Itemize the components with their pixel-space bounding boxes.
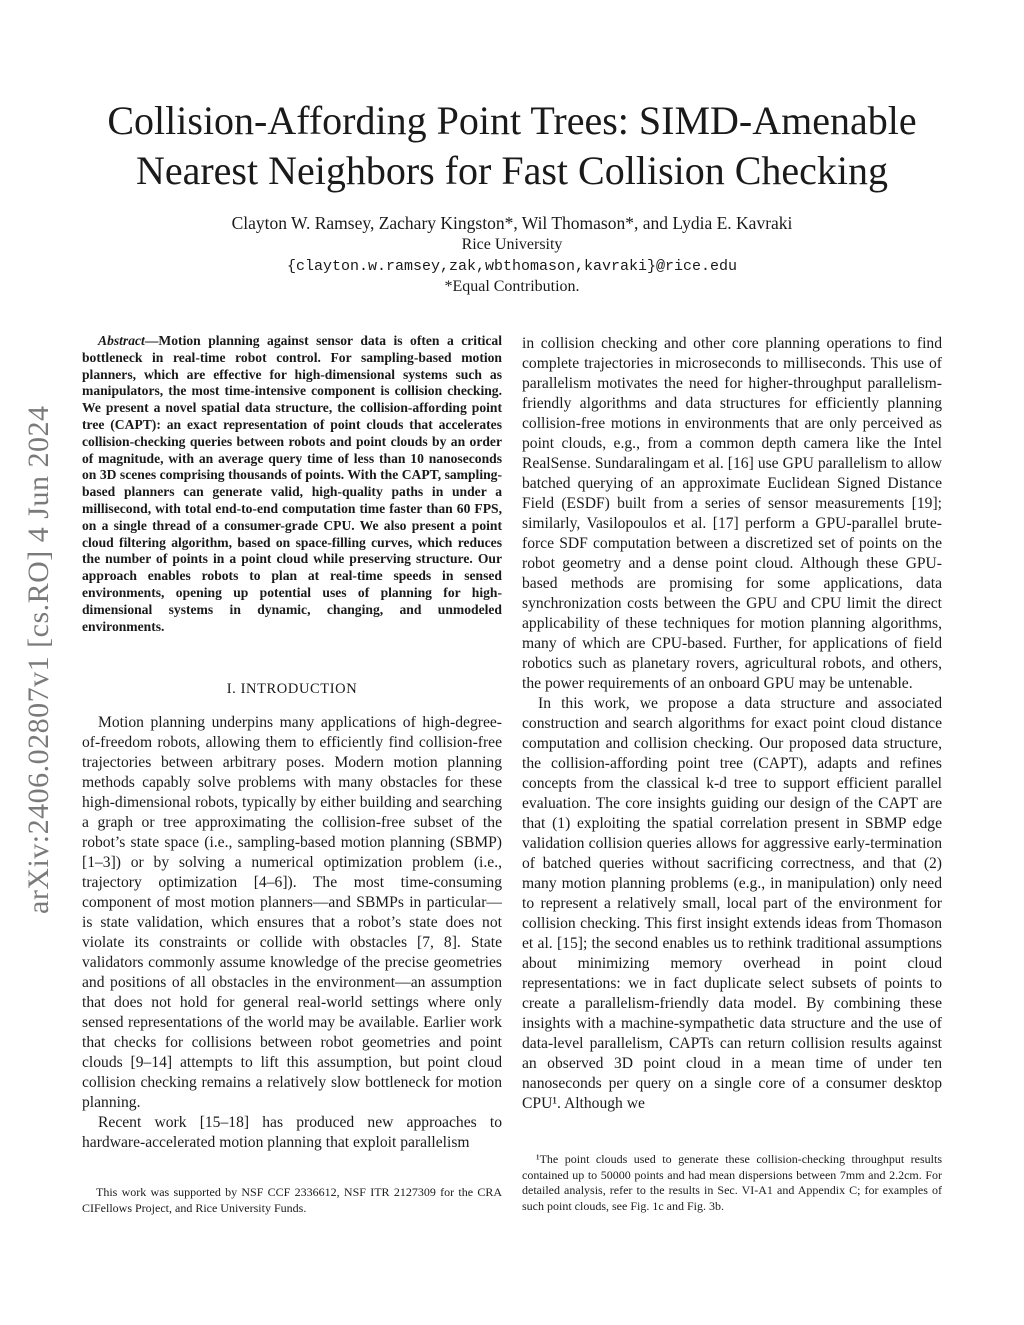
paper-title	[82, 96, 942, 196]
author-emails	[82, 256, 942, 277]
title-line-1: Collision-Affording Point Trees: SIMD-Amenable	[107, 98, 917, 143]
affiliation: Rice University	[461, 236, 563, 253]
email-text: {clayton.w.ramsey,zak,wbthomason,kavraki}@rice.edu	[286, 258, 738, 275]
left-column	[82, 333, 502, 1153]
intro-paragraph-4: In this work, we propose a data structure and associated construction and search algorithms for exact point cloud distance computation and collision checking. Our proposed data structure, the collision-affording point tree (CAPT), adapts and refines concepts from the classical k-d tree to support efficient parallel evaluation. The core insights guiding our design of the CAPT are that (1) exploiting the spatial correlation present in SBMP edge validation collision queries allows for aggressive early-termination of batched queries without sacrificing correctness, and that (2) many motion planning problems (e.g., in manipulation) only need to represent a relatively small, local part of the environment for collision checking. This first insight extends ideas from Thomason et al. [15]; the second enables us to rethink traditional assumptions about minimizing memory overhead in point cloud representations: we in fact duplicate select subsets of points to create a parallelism-friendly data model. By combining these insights with a machine-sympathetic data structure and the use of data-level parallelism, CAPTs can return collision results against an observed 3D point cloud in a mean time of under ten nanoseconds per query on a single core of a consumer desktop CPU¹. Although we	[522, 695, 942, 1112]
intro-paragraph-2: Recent work [15–18] has produced new approaches to hardware-accelerated motion planning that exploit parallelism	[82, 1114, 502, 1152]
title-line-2: Nearest Neighbors for Fast Collision Checking	[135, 148, 889, 193]
equal-contribution-note: *Equal Contribution.	[444, 278, 580, 295]
arxiv-identifier: arXiv:2406.02807v1 [cs.RO] 4 Jun 2024	[22, 405, 55, 915]
right-column	[522, 334, 942, 1114]
abstract-label: Abstract	[98, 333, 145, 348]
intro-paragraph-3: in collision checking and other core planning operations to find complete trajectories in microseconds to milliseconds. This use of parallelism motivates the need for higher-throughput parallelism-friendly algorithms and data structures for efficiently planning collision-free motions in environments that are only perceived as point clouds, e.g., from a common depth camera like the Intel RealSense. Sundaralingam et al. [16] use GPU parallelism to allow batched querying of an approximate Euclidean Signed Distance Field (ESDF) built from a series of sensor measurements [19]; similarly, Vasilopoulos et al. [17] perform a GPU-parallel brute-force SDF computation between a discretized set of points on the robot geometry and a dense point cloud. Although these GPU-based methods are promising for some applications, data synchronization costs between the GPU and CPU limit the direct applicability of these techniques for motion planning algorithms, many of which are CPU-based. Further, for applications of field robotics such as planetary rovers, agricultural robots, and others, the power requirements of an onboard GPU may be untenable.	[522, 335, 942, 692]
footnote-1: ¹The point clouds used to generate these collision-checking throughput results contained up to 50000 points and had mean dispersions between 7mm and 2.2cm. For detailed analysis, refer to the results in Sec. VI-A1 and Appendix C; for examples of such point clouds, see Fig. 1c and Fig. 3b.	[522, 1152, 942, 1213]
intro-paragraph-1: Motion planning underpins many applications of high-degree-of-freedom robots, allowing them to efficiently find collision-free trajectories between arbitrary poses. Modern motion planning methods capably solve problems with many obstacles for these high-dimensional robots, typically by either building and searching a graph or tree approximating the collision-free subset of the robot’s state space (i.e., sampling-based motion planning (SBMP) [1–3]) or by solving a numerical optimization problem (i.e., trajectory optimization [4–6]). The most time-consuming component of most motion planners—and SBMPs in particular—is state validation, which ensures that a robot’s state does not violate its constraints or collide with obstacles [7, 8]. State validators commonly assume knowledge of the precise geometries and positions of all obstacles in the environment—an assumption that does not hold for general real-world settings where only sensed representations of the world may be available. Earlier work that checks for collisions between robot geometries and point clouds [9–14] attempts to lift this assumption, but point cloud collision checking remains a relatively slow bottleneck for motion planning.	[82, 714, 502, 1112]
funding-note: This work was supported by NSF CCF 2336612, NSF ITR 2127309 for the CRA CIFellows Project, and Rice University Funds.	[82, 1185, 502, 1215]
abstract	[82, 333, 502, 635]
author-list: Clayton W. Ramsey, Zachary Kingston*, Wil Thomason*, and Lydia E. Kavraki	[231, 213, 793, 233]
abstract-body: —Motion planning against sensor data is often a critical bottleneck in real-time robot control. For sampling-based motion planners, which are effective for high-dimensional systems such as manipulators, the most time-intensive component is collision checking. We present a novel spatial data structure, the collision-affording point tree (CAPT): an exact representation of point clouds that accelerates collision-checking queries between robots and point clouds by an order of magnitude, with an average query time of less than 10 nanoseconds on 3D scenes comprising thousands of points. With the CAPT, sampling-based planners can generate valid, high-quality paths in under a millisecond, with total end-to-end computation time faster than 60 FPS, on a single thread of a consumer-grade CPU. We also present a point cloud filtering algorithm, based on space-filling curves, which reduces the number of points in a point cloud while preserving structure. Our approach enables robots to plan at real-time speeds in sensed environments, opening up potential uses of planning for high-dimensional systems in dynamic, changing, and unmodeled environments.	[82, 333, 502, 634]
section-heading-introduction: I. INTRODUCTION	[226, 681, 358, 698]
